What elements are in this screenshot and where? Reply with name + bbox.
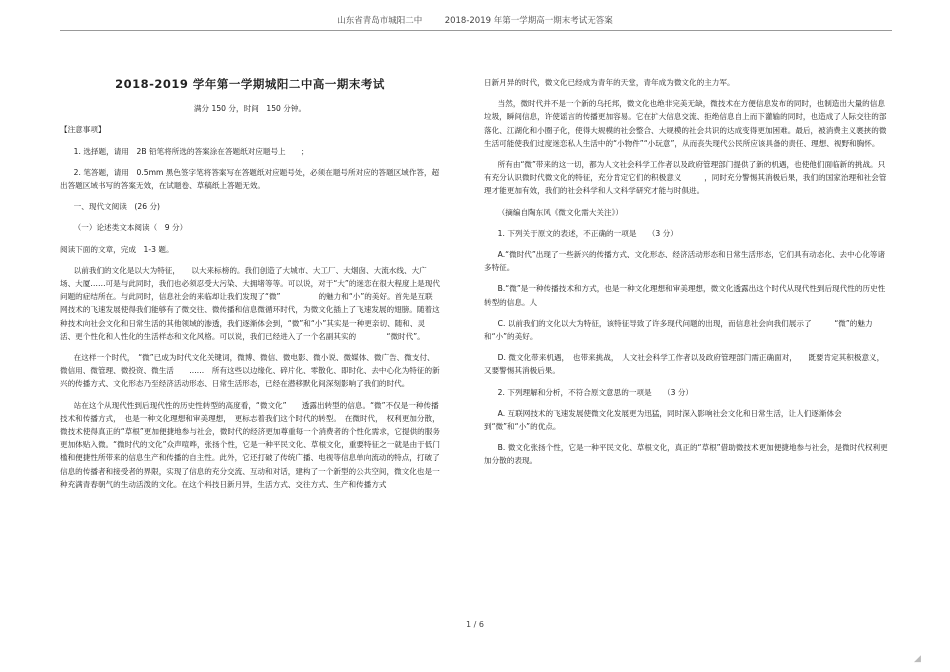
- article-paragraph: 日新月异的时代，微文化已经成为青年的天堂，青年成为微文化的主力军。: [484, 78, 735, 87]
- left-column: [60, 76, 440, 499]
- article-paragraph: 站在这个从现代性到后现代性的历史性转型的高度看，“微文化” 透露出转型的信息。“微”不仅是一种传播技术和传播方式， 也是一种文化理想和审美理想， 更标志着我们这个时代的转型。 在微时代， 权利更加分散，微技术使得真正的“草根”更加便捷地参与社会，微时代的经济更加尊重每一个消费者的个性化需求，它提供的服务更加体贴入微。“微时代的文化”众声喧哗，张扬个性，它是一种平民文化、草根文化，重要特征之一就是由于低门槛和便捷性所带来的信息生产和传播的自主性。此外，它还打破了传统广播、电视等信息单向流动的特点，打破了信息的传播者和接受者的界限，实现了信息的充分交流、互动和对话，建构了一个新型的公共空间，微文化也是一种充满青春朝气的生动活泼的文化。在这个科技日新月异，生活方式、交往方式、生产和传播方式: [60, 400, 440, 489]
- article-source: （摘编自陶东风《微文化需大关注》）: [497, 207, 623, 217]
- option-1c: C. 以前我们的文化以大为特征，该特征导致了许多现代问题的出现，而信息社会向我们展示了 “微”的魅力和“小”的美好。: [484, 318, 873, 342]
- question-2: 2. 下列理解和分析，不符合原文意思的一项是 （3 分）: [497, 387, 694, 397]
- page-number: 1 / 6: [466, 620, 484, 629]
- article-paragraph: 所有由“微”带来的这一切，都为人文社会科学工作者以及政府管理部门提供了新的机遇，也使他们面临新的挑战。只有充分认识微时代微文化的特征，充分肯定它们的积极意义 ，同时充分警惕其消极后果，我们的国家治理和社会管理才能更加有效，我们的社会科学和人文科学研究才能与时俱进。: [484, 160, 887, 196]
- exam-title: 2018-2019 学年第一学期城阳二中高一期末考试: [115, 77, 385, 91]
- header-doc-title: 2018-2019 年第一学期高一期末考试无答案: [444, 16, 613, 26]
- option-2b: B. 微文化张扬个性，它是一种平民文化、草根文化，真正的“草根”借助微技术更加便捷地参与社会，是微时代权利更加分散的表现。: [484, 443, 888, 466]
- article-paragraph: 以前我们的文化是以大为特征， 以大来标榜的。我们创造了大城市、大工厂、大烟囱、大流水线、大广场、大厦……可是与此同时，我们也必须忍受大污染、大拥堵等等。可以说，对于“大”的迷恋在很大程度上是现代问题的症结所在。与此同时，信息社会的来临却让我们发现了“微” 的魅力和“小”的美好。首先是互联网技术的飞速发展使得我们能够有了微交往、微传播和信息微循环时代，为微文化插上了飞速发展的翅膀。随着这种技术向社会文化和日常生活的其他领域的渗透，我们逐渐体会到，“微”和“小”其实是一种更亲切、随和、灵活、更个性化和人性化的生活样态和文化风格。可以说，我们已经进入了一个名副其实的 “微时代”。: [60, 265, 440, 341]
- header-rule: [60, 30, 892, 31]
- option-1d: D. 微文化带来机遇， 也带来挑战， 人文社会科学工作者以及政府管理部门需正确面对， 既要肯定其积极意义，又要警惕其消极后果。: [484, 353, 885, 376]
- question-1: 1. 下列关于原文的表述，不正确的一项是 （3 分）: [497, 228, 678, 238]
- page-header: [0, 14, 950, 26]
- section-heading: 一、现代文阅读 (26 分): [73, 202, 161, 212]
- header-school: 山东省青岛市城阳二中: [337, 16, 423, 26]
- notice-2: 2. 笔答题，请用 0.5mm 黑色签字笔将答案写在答题纸对应题号处，必须在题号所对应的答题区域作答，超出答题区域书写的答案无效，在试题卷、草稿纸上答题无效。: [60, 167, 440, 191]
- article-paragraph: 当然，微时代并不是一个新的乌托邦，微文化也绝非完美无缺，微技术在方便信息发布的同时，也制造出大量的信息垃圾，瞬间信息，许使谣言的传播更加容易。它在扩大信息交流、拒绝信息自上而下灌输的同时，也造成了人际交往的部落化、江湖化和小圈子化，使得大规模的社会整合、大规模的社会共识的达成变得更加困难。最后，被消费主义裹挟的微生活可能使我们过度迷恋私人生活中的“小物件”“小玩意”，从而丧失现代公民所应该具备的责任、理想、视野和胸怀。: [484, 99, 887, 148]
- reading-instruction: 阅读下面的文章，完成 1-3 题。: [60, 244, 174, 254]
- right-column: [484, 76, 888, 476]
- article-paragraph: 在这样一个时代， “微”已成为时代文化关键词，微博、微信、微电影、微小说、微媒体、微广告、微支付、微信用、微管理、微投资、微生活 …… 所有这些以边缘化、碎片化、零散化、即时化、去中心化为特征的新兴的传播方式、文化形态乃至经济活动形态、日常生活形态，已经在潜移默化间深刻影响了我们的时代。: [60, 353, 440, 389]
- notice-1: 1. 选择题，请用 2B 铅笔将所选的答案涂在答题纸对应题号上 ；: [73, 146, 309, 156]
- subsection-heading: （一）论述类文本阅读（ 9 分）: [73, 223, 188, 233]
- score-line: 满分 150 分，时间 150 分钟。: [193, 104, 307, 114]
- option-1b: B.“微”是一种传播技术和方式，也是一种文化理想和审美理想，微文化透露出这个时代从现代性到后现代性的历史性转型的信息。人: [484, 284, 886, 307]
- page-corner-icon: ◢: [914, 654, 921, 664]
- notice-heading: 【注意事项】: [60, 125, 106, 135]
- option-2a: A. 互联网技术的飞速发展使微文化发展更为迅猛，同时深入影响社会文化和日常生活，让人们逐渐体会到“微”和“小”的优点。: [484, 408, 842, 432]
- option-1a: A.“微时代”出现了一些新兴的传播方式、文化形态、经济活动形态和日常生活形态，它们具有动态化、去中心化等诸多特征。: [484, 250, 886, 273]
